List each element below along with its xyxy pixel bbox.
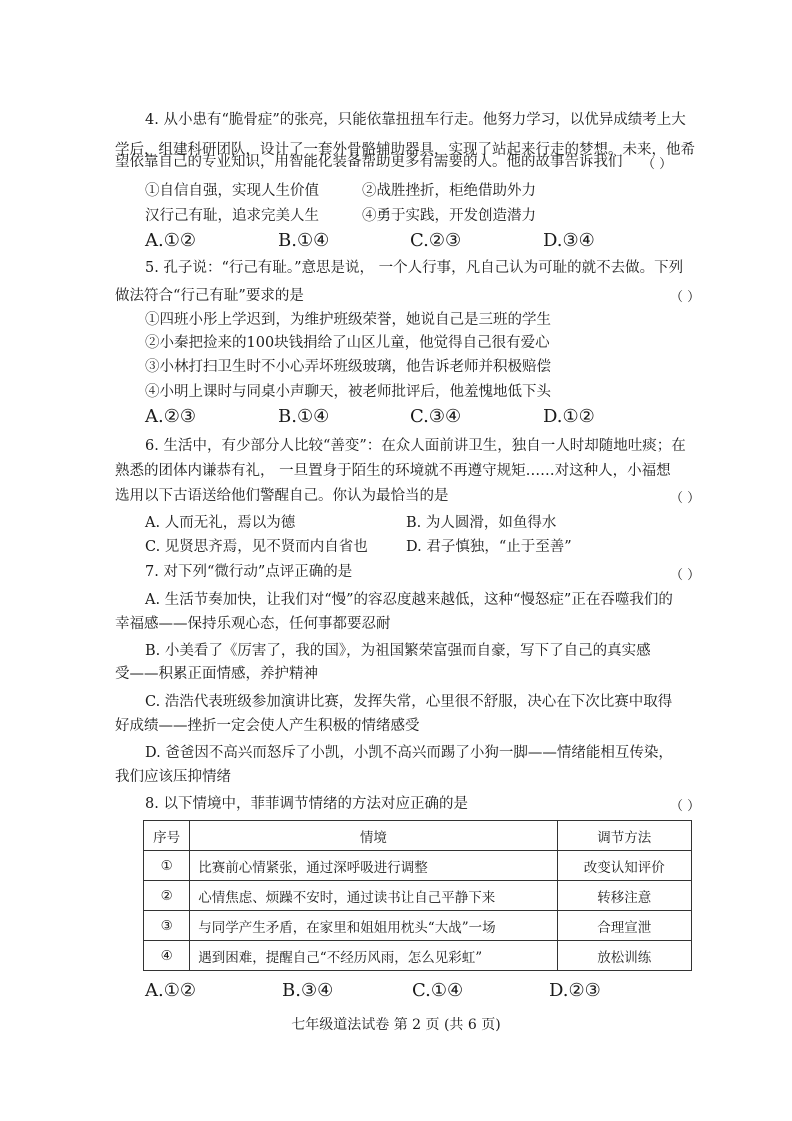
q5-choice-b: B.①④	[278, 406, 330, 427]
q7-option-b-line-2: 受——积累正面情感，养护精神	[115, 666, 318, 682]
q7-answer-bracket: （ ）	[670, 568, 701, 583]
row-method: 合理宣泄	[557, 911, 692, 941]
row-number: ④	[144, 941, 190, 971]
q6-option-a: A. 人而无礼，焉以为德	[145, 515, 296, 531]
q7-stem: 7. 对下列“微行动”点评正确的是	[145, 564, 353, 580]
q4-choice-d: D.③④	[543, 230, 595, 251]
row-method: 改变认知评价	[557, 851, 692, 881]
q4-stem-line-1: 4. 从小患有“脆骨症”的张亮，只能依靠扭扭车行走。他努力学习，以优异成绩考上大	[145, 112, 686, 128]
q8-stem: 8. 以下情境中，菲菲调节情绪的方法对应正确的是	[145, 796, 468, 812]
q5-option-1: ①四班小彤上学迟到，为维护班级荣誉，她说自己是三班的学生	[145, 312, 551, 328]
q8-choice-b: B.③④	[282, 980, 334, 1001]
table-row	[144, 851, 692, 881]
q8-choice-d: D.②③	[549, 980, 601, 1001]
header-situation: 情境	[190, 821, 557, 851]
header-number: 序号	[144, 821, 190, 851]
table-row	[144, 911, 692, 941]
emotion-method-table	[143, 820, 692, 971]
table-row	[144, 881, 692, 911]
row-number: ③	[144, 911, 190, 941]
q5-option-3: ③小林打扫卫生时不小心弄坏班级玻璃，他告诉老师并积极赔偿	[145, 359, 551, 375]
q5-choice-d: D.①②	[543, 406, 595, 427]
header-method: 调节方法	[557, 821, 692, 851]
q5-answer-bracket: （ ）	[670, 290, 701, 305]
q4-choice-b: B.①④	[278, 230, 330, 251]
q7-option-a-line-1: A. 生活节奏加快，让我们对“慢”的容忍度越来越低，这种“慢怒症”正在吞噬我们的	[145, 592, 673, 608]
q6-stem-line-1: 6. 生活中，有少部分人比较“善变”：在众人面前讲卫生，独自一人时却随地吐痰；在	[145, 438, 686, 454]
q4-option-4: ④勇于实践，开发创造潜力	[362, 208, 536, 224]
row-situation: 心情焦虑、烦躁不安时，通过读书让自己平静下来	[190, 881, 557, 911]
page-footer: 七年级道法试卷 第 2 页 (共 6 页)	[291, 1017, 501, 1033]
q6-answer-bracket: （ ）	[670, 491, 701, 506]
q7-option-a-line-2: 幸福感——保持乐观心态，任何事都要忍耐	[115, 616, 391, 632]
row-number: ②	[144, 881, 190, 911]
q5-stem-line-2: 做法符合“行己有耻”要求的是	[115, 288, 304, 304]
q7-option-d-line-1: D. 爸爸因不高兴而怒斥了小凯，小凯不高兴而踢了小狗一脚——情绪能相互传染，	[145, 745, 673, 761]
q4-stem-line-2: 学后，组建科研团队，设计了一套外骨骼辅助器具，实现了站起来行走的梦想。未来，他希	[115, 142, 695, 158]
row-number: ①	[144, 851, 190, 881]
row-situation: 遇到困难，提醒自己“不经历风雨，怎么见彩虹”	[190, 941, 557, 971]
q7-option-d-line-2: 我们应该压抑情绪	[115, 769, 231, 785]
q4-option-3: 汉行己有耻，追求完美人生	[145, 208, 319, 224]
q8-answer-bracket: （ ）	[670, 799, 701, 814]
row-situation: 比赛前心情紧张，通过深呼吸进行调整	[190, 851, 557, 881]
q7-option-c-line-1: C. 浩浩代表班级参加演讲比赛，发挥失常，心里很不舒服，决心在下次比赛中取得	[145, 694, 673, 710]
q4-answer-bracket: （ ）	[642, 157, 673, 172]
q6-option-c: C. 见贤思齐焉，见不贤而内自省也	[145, 539, 368, 555]
q7-option-c-line-2: 好成绩——挫折一定会使人产生积极的情绪感受	[115, 718, 420, 734]
q4-choice-a: A.①②	[145, 230, 196, 251]
row-situation: 与同学产生矛盾，在家里和姐姐用枕头“大战”一场	[190, 911, 557, 941]
row-method: 放松训练	[557, 941, 692, 971]
q4-choice-c: C.②③	[410, 230, 462, 251]
table-row	[144, 941, 692, 971]
q8-choice-c: C.①④	[412, 980, 464, 1001]
q6-stem-line-3: 选用以下古语送给他们警醒自己。你认为最恰当的是	[115, 488, 449, 504]
q8-choice-a: A.①②	[145, 980, 196, 1001]
q5-stem-line-1: 5. 孔子说：“行己有耻。”意思是说， 一个人行事，凡自己认为可耻的就不去做。下列	[145, 260, 684, 276]
q6-option-b: B. 为人圆滑，如鱼得水	[406, 515, 557, 531]
q7-option-b-line-1: B. 小美看了《厉害了，我的国》，为祖国繁荣富强而自豪，写下了自己的真实感	[145, 643, 651, 659]
q4-option-1: ①自信自强，实现人生价值	[145, 183, 319, 199]
q6-option-d: D. 君子慎独，“止于至善”	[406, 539, 572, 555]
q4-option-2: ②战胜挫折，柜绝借助外力	[362, 183, 536, 199]
table-header-row	[144, 821, 692, 851]
q5-option-4: ④小明上课时与同桌小声聊天，被老师批评后，他羞愧地低下头	[145, 384, 551, 400]
q5-option-2: ②小秦把捡来的100块钱捐给了山区儿童，他觉得自己很有爱心	[145, 335, 550, 351]
q4-stem-line-3: 望依靠自己的专业知识，用智能化装备帮助更多有需要的人。他的故事告诉我们	[115, 154, 623, 170]
q5-choice-c: C.③④	[410, 406, 462, 427]
q6-stem-line-2: 熟悉的团体内谦恭有礼， 一旦置身于陌生的环境就不再遵守规矩……对这种人，小福想	[115, 463, 671, 479]
q5-choice-a: A.②③	[145, 406, 196, 427]
row-method: 转移注意	[557, 881, 692, 911]
